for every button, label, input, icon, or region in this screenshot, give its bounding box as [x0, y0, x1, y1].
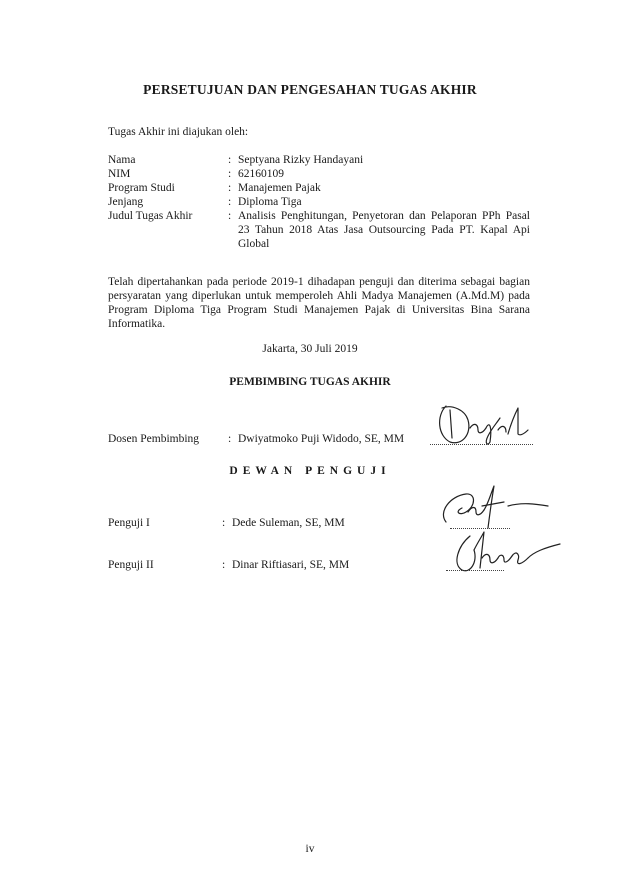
- place-date: Jakarta, 30 Juli 2019: [262, 343, 358, 355]
- field-colon: :: [222, 559, 226, 571]
- examiner-1-name: Dede Suleman, SE, MM: [232, 517, 345, 529]
- field-label-jenjang: Jenjang: [108, 196, 144, 208]
- examiner-1-label: Penguji I: [108, 517, 150, 529]
- supervisor-name: Dwiyatmoko Puji Widodo, SE, MM: [238, 433, 405, 445]
- field-colon: :: [228, 154, 232, 166]
- field-value-judul: Analisis Penghitungan, Penyetoran dan Pelaporan PPh Pasal 23 Tahun 2018 Atas Jasa Outsourcing Pada PT. Kapal Api Global: [238, 210, 530, 250]
- field-colon: :: [228, 168, 232, 180]
- field-colon: :: [222, 517, 226, 529]
- examiner-1-signature: [432, 482, 552, 532]
- intro-text: Tugas Akhir ini diajukan oleh:: [108, 126, 249, 138]
- field-label-nim: NIM: [108, 168, 131, 180]
- examiner-2-label: Penguji II: [108, 559, 154, 571]
- field-colon: :: [228, 433, 232, 445]
- statement-paragraph: Telah dipertahankan pada periode 2019-1 dihadapan penguji dan diterima sebagai bagian persyaratan yang diperlukan untuk memperoleh Ahli Madya Manajemen (A.Md.M) pada Program Diploma Tiga Program Studi Manajemen Pajak di Universitas Bina Sarana Informatika.: [108, 276, 530, 330]
- examiner-2-signature: [448, 528, 578, 576]
- field-label-program-studi: Program Studi: [108, 182, 175, 194]
- field-label-nama: Nama: [108, 154, 136, 166]
- field-value-nim: 62160109: [238, 168, 284, 180]
- examiner-heading: DEWAN PENGUJI: [229, 465, 391, 477]
- field-value-jenjang: Diploma Tiga: [238, 196, 302, 208]
- field-colon: :: [228, 196, 232, 208]
- field-colon: :: [228, 182, 232, 194]
- field-colon: :: [228, 210, 232, 222]
- supervisor-signature: [428, 398, 543, 448]
- field-label-judul: Judul Tugas Akhir: [108, 210, 193, 222]
- field-value-nama: Septyana Rizky Handayani: [238, 154, 364, 166]
- supervisor-heading: PEMBIMBING TUGAS AKHIR: [229, 376, 391, 388]
- examiner-2-name: Dinar Riftiasari, SE, MM: [232, 559, 350, 571]
- supervisor-label: Dosen Pembimbing: [108, 433, 200, 445]
- document-title: PERSETUJUAN DAN PENGESAHAN TUGAS AKHIR: [143, 82, 477, 97]
- page-number: iv: [305, 843, 315, 855]
- field-value-program-studi: Manajemen Pajak: [238, 182, 321, 194]
